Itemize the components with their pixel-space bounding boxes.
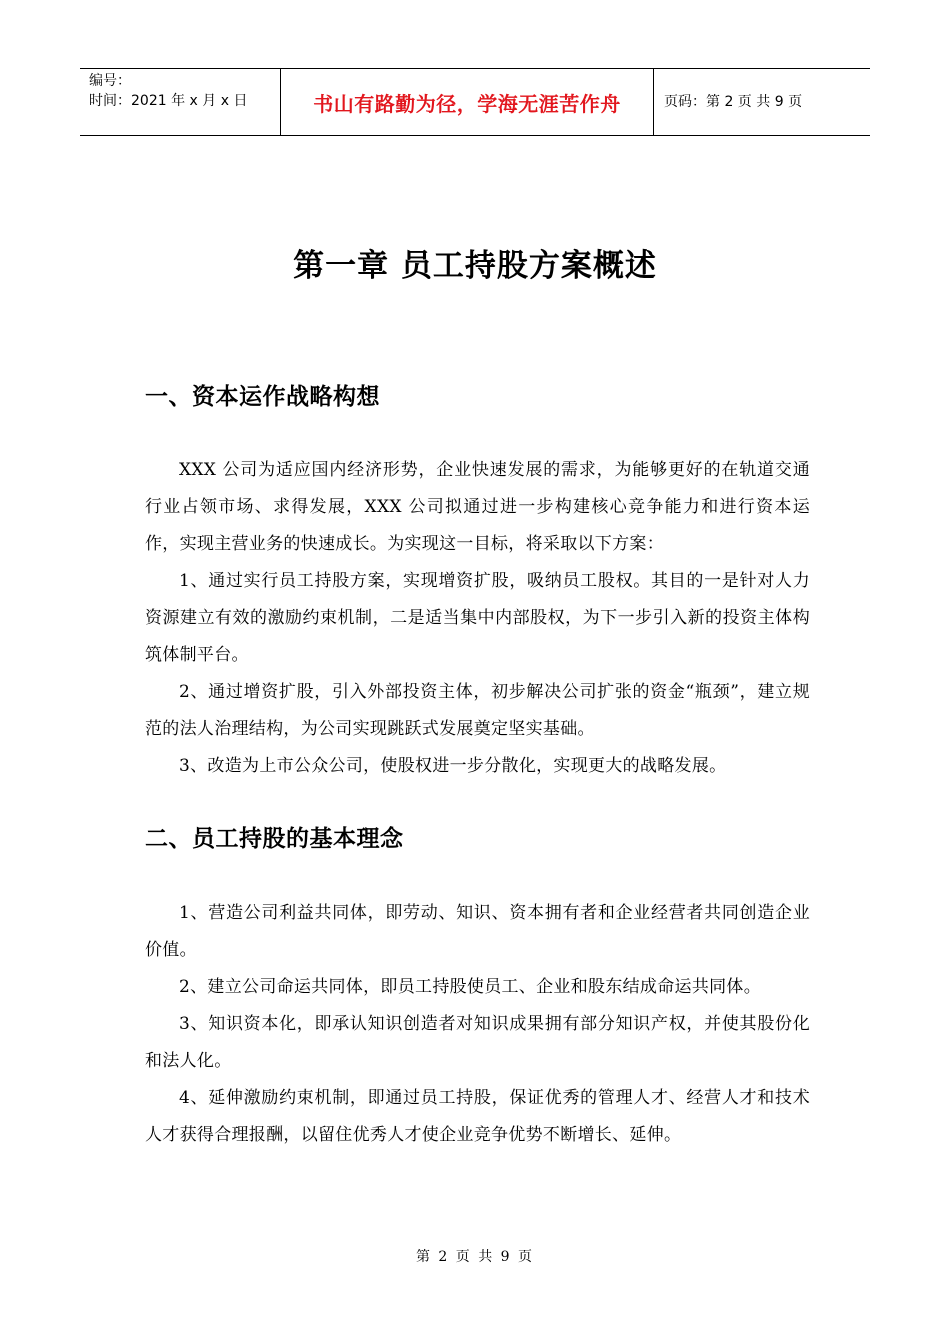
document-date-label: 时间：2021 年 x 月 x 日 bbox=[89, 93, 248, 109]
paragraph-strategy-1: 1、通过实行员工持股方案，实现增资扩股，吸纳员工股权。其目的一是针对人力资源建立有效的激励约束机制，二是适当集中内部股权，为下一步引入新的投资主体构筑体制平台。 bbox=[145, 571, 810, 665]
paragraph-concept-1: 1、营造公司利益共同体，即劳动、知识、资本拥有者和企业经营者共同创造企业价值。 bbox=[145, 903, 810, 960]
document-number-label: 编号： bbox=[89, 73, 131, 89]
header-right-cell bbox=[654, 69, 870, 135]
page-header bbox=[80, 68, 870, 136]
section-heading-capital-strategy: 一、资本运作战略构想 bbox=[145, 384, 380, 410]
paragraph-concept-4: 4、延伸激励约束机制，即通过员工持股，保证优秀的管理人才、经营人才和技术人才获得合理报酬，以留住优秀人才使企业竞争优势不断增长、延伸。 bbox=[145, 1088, 810, 1145]
chapter-title: 第一章 员工持股方案概述 bbox=[293, 248, 657, 284]
header-left-cell bbox=[80, 69, 281, 135]
paragraph-concept-3: 3、知识资本化，即承认知识创造者对知识成果拥有部分知识产权，并使其股份化和法人化。 bbox=[145, 1014, 810, 1071]
section-heading-basic-concepts: 二、员工持股的基本理念 bbox=[145, 826, 404, 852]
paragraph-intro: XXX 公司为适应国内经济形势，企业快速发展的需求，为能够更好的在轨道交通行业占领市场、求得发展，XXX 公司拟通过进一步构建核心竞争能力和进行资本运作，实现主营业务的快速成长。为实现这一目标，将采取以下方案： bbox=[145, 460, 810, 554]
paragraph-concept-2: 2、建立公司命运共同体，即员工持股使员工、企业和股东结成命运共同体。 bbox=[179, 977, 762, 997]
page-footer: 第 2 页 共 9 页 bbox=[415, 1249, 535, 1265]
header-motto: 书山有路勤为径，学海无涯苦作舟 bbox=[313, 91, 621, 116]
paragraph-strategy-3: 3、改造为上市公众公司，使股权进一步分散化，实现更大的战略发展。 bbox=[179, 756, 727, 776]
paragraph-strategy-2: 2、通过增资扩股，引入外部投资主体，初步解决公司扩张的资金“瓶颈”，建立规范的法人治理结构，为公司实现跳跃式发展奠定坚实基础。 bbox=[145, 682, 810, 739]
header-middle-cell bbox=[281, 69, 654, 135]
header-page-indicator: 页码：第 2 页 共 9 页 bbox=[664, 94, 803, 110]
